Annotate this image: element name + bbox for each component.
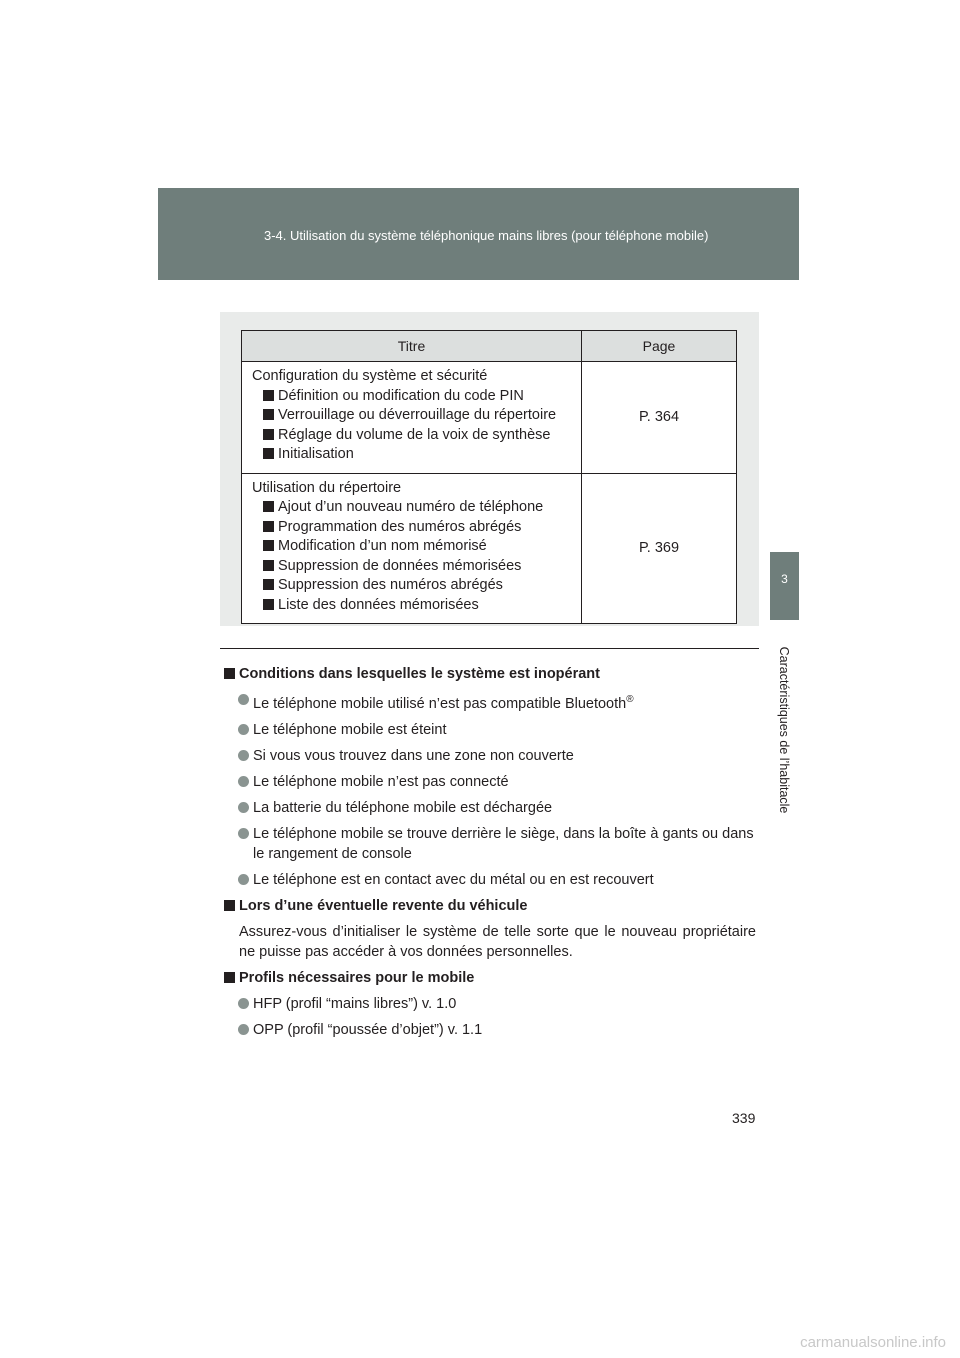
table-cell-page: P. 364 (582, 362, 737, 474)
row-title: Utilisation du répertoire (252, 479, 402, 496)
list-item: Le téléphone mobile se trouve derrière le siège, dans la boîte à gants ou dans le rangement de console (224, 824, 756, 864)
square-bullet-icon (224, 900, 235, 911)
list-item: Programmation des numéros abrégés (252, 518, 581, 538)
list-item: La batterie du téléphone mobile est déchargée (224, 798, 756, 818)
chapter-title: 3-4. Utilisation du système téléphonique mains libres (pour téléphone mobile) (264, 228, 709, 243)
square-bullet-icon (224, 668, 235, 679)
table-cell-title (242, 362, 582, 474)
round-bullet-icon (238, 998, 249, 1009)
list-item: Le téléphone est en contact avec du métal ou en est recouvert (224, 870, 756, 890)
section-heading: Lors d’une éventuelle revente du véhicule (224, 896, 756, 916)
round-bullet-icon (238, 802, 249, 813)
table-cell-page: P. 369 (582, 473, 737, 624)
list-item: Ajout d’un nouveau numéro de téléphone (252, 498, 581, 518)
square-bullet-icon (224, 972, 235, 983)
square-bullet-icon (263, 579, 274, 590)
list-item: Le téléphone mobile est éteint (224, 720, 756, 740)
column-header-title: Titre (242, 331, 582, 362)
list-item: Suppression de données mémorisées (252, 557, 581, 577)
divider (220, 648, 759, 649)
chapter-tab: 3 (770, 552, 799, 620)
round-bullet-icon (238, 750, 249, 761)
square-bullet-icon (263, 540, 274, 551)
section-heading: Conditions dans lesquelles le système est inopérant (224, 664, 756, 684)
list-item: HFP (profil “mains libres”) v. 1.0 (224, 994, 756, 1014)
round-bullet-icon (238, 828, 249, 839)
list-item: OPP (profil “poussée d’objet”) v. 1.1 (224, 1020, 756, 1040)
list-item: Verrouillage ou déverrouillage du répertoire (252, 406, 581, 426)
list-item: Suppression des numéros abrégés (252, 576, 581, 596)
watermark: carmanualsonline.info (800, 1334, 946, 1351)
paragraph: Assurez-vous d’initialiser le système de telle sorte que le nouveau propriétaire ne puisse pas accéder à vos données personnelles. (239, 923, 756, 960)
square-bullet-icon (263, 409, 274, 420)
square-bullet-icon (263, 501, 274, 512)
round-bullet-icon (238, 776, 249, 787)
section-side-label: Caractéristiques de l’habitacle (777, 646, 791, 814)
square-bullet-icon (263, 521, 274, 532)
column-header-page: Page (582, 331, 737, 362)
list-item: Le téléphone mobile n’est pas connecté (224, 772, 756, 792)
list-item: Initialisation (252, 445, 581, 465)
registered-mark: ® (626, 694, 634, 705)
square-bullet-icon (263, 429, 274, 440)
table-cell-title (242, 473, 582, 624)
list-item: Définition ou modification du code PIN (252, 387, 581, 407)
list-item: Réglage du volume de la voix de synthèse (252, 426, 581, 446)
list-item: Liste des données mémorisées (252, 596, 581, 616)
round-bullet-icon (238, 724, 249, 735)
list-item: Modification d’un nom mémorisé (252, 537, 581, 557)
notes-section (224, 664, 756, 1046)
list-item: Le téléphone mobile utilisé n’est pas compatible Bluetooth® (224, 690, 756, 714)
square-bullet-icon (263, 599, 274, 610)
square-bullet-icon (263, 448, 274, 459)
section-heading: Profils nécessaires pour le mobile (224, 968, 756, 988)
page-number: 339 (732, 1110, 756, 1126)
menu-table (241, 330, 737, 624)
round-bullet-icon (238, 694, 249, 705)
table-row (242, 473, 737, 624)
list-item: Si vous vous trouvez dans une zone non couverte (224, 746, 756, 766)
square-bullet-icon (263, 560, 274, 571)
round-bullet-icon (238, 874, 249, 885)
table-row (242, 362, 737, 474)
round-bullet-icon (238, 1024, 249, 1035)
row-title: Configuration du système et sécurité (252, 368, 488, 384)
square-bullet-icon (263, 390, 274, 401)
